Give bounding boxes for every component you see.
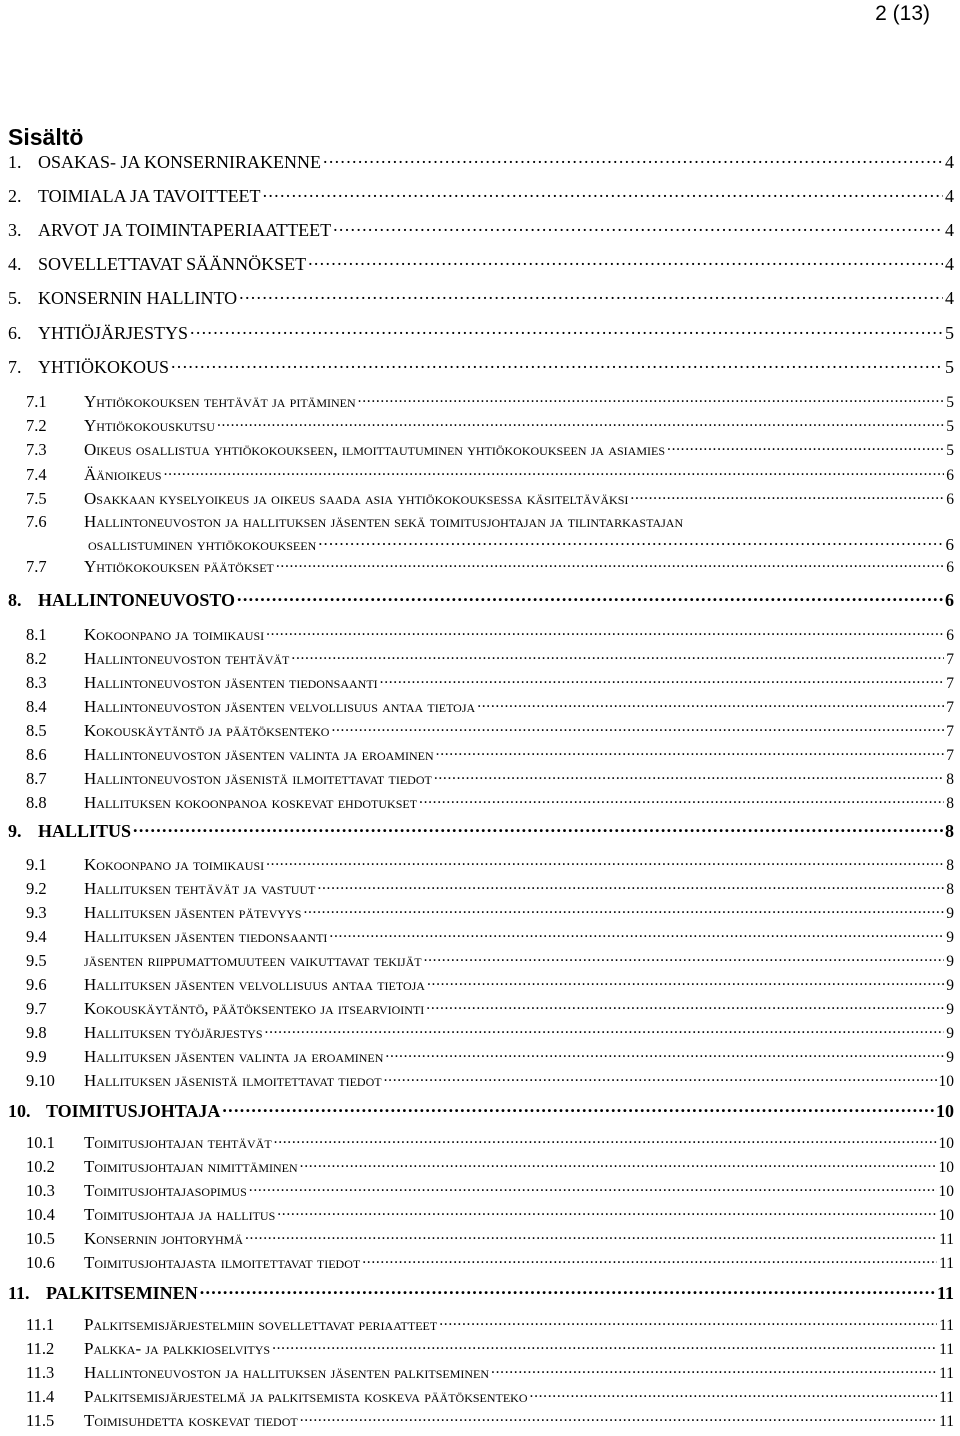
dot-leader (308, 252, 943, 270)
toc-subsection[interactable] (26, 1070, 954, 1091)
toc-entry-number: 7.2 (26, 415, 47, 435)
dot-leader (272, 1338, 937, 1354)
toc-entry-title: Hallituksen kokoonpanoa koskevat ehdotukset (84, 792, 418, 812)
toc-entry-title: YHTIÖJÄRJESTYS (38, 323, 189, 343)
toc-entry-title: Hallituksen jäsenten valinta ja eroaminen (84, 1046, 384, 1066)
toc-section[interactable] (8, 588, 954, 611)
dot-leader (164, 464, 945, 480)
toc-entry-page: 9 (946, 952, 954, 970)
toc-entry-number: 8. (8, 590, 22, 610)
toc-entry-number: 10.3 (26, 1180, 55, 1200)
toc-entry-number: 10.6 (26, 1252, 55, 1272)
toc-section[interactable] (8, 150, 954, 173)
toc-entry-title: Hallintoneuvoston jäsenten velvollisuus antaa tietoja (84, 696, 476, 716)
dot-leader (266, 624, 944, 640)
toc-section[interactable] (8, 819, 954, 842)
toc-subsection[interactable] (26, 556, 954, 577)
toc-entry-title: Hallintoneuvoston ja hallituksen jäsenten palkitseminen (84, 1362, 490, 1382)
toc-entry-page: 10 (938, 1182, 954, 1200)
toc-entry-number: 9.1 (26, 854, 47, 874)
toc-subsection[interactable] (26, 439, 954, 460)
toc-entry-title: Osakkaan kyselyoikeus ja oikeus saada asia yhtiökokouksessa käsiteltäväksi (84, 488, 629, 508)
toc-subsection[interactable] (26, 1410, 954, 1431)
dot-leader (276, 556, 944, 572)
toc-entry-page: 5 (946, 441, 954, 459)
toc-entry-number: 9.6 (26, 974, 47, 994)
dot-leader (530, 1386, 938, 1402)
toc-entry-page: 11 (939, 1388, 954, 1406)
toc-entry-number: 7.3 (26, 439, 47, 459)
toc-entry-number: 3. (8, 220, 22, 240)
toc-subsection[interactable] (26, 1252, 954, 1273)
toc-entry-page: 8 (946, 794, 954, 812)
toc-entry-page: 4 (945, 288, 954, 308)
toc-entry-title: HALLINTONEUVOSTO (38, 590, 236, 610)
toc-entry-title: Oikeus osallistua yhtiökokoukseen, ilmoittautuminen yhtiökokoukseen ja asiamies (84, 439, 666, 459)
dot-leader (384, 1070, 937, 1086)
toc-subsection[interactable] (26, 792, 954, 813)
toc-section[interactable] (8, 1281, 954, 1304)
toc-entry-page: 11 (939, 1254, 954, 1272)
dot-leader (222, 1099, 934, 1117)
toc-entry-number: 9. (8, 821, 22, 841)
toc-entry-number: 11.4 (26, 1386, 55, 1406)
toc-entry-number: 11. (8, 1283, 30, 1303)
toc-entry-page: 4 (945, 254, 954, 274)
toc-entry-title: Toimitusjohtajasta ilmoitettavat tiedot (84, 1252, 361, 1272)
toc-entry-number: 7.1 (26, 391, 47, 411)
toc-entry-title: jäsenten riippumattomuuteen vaikuttavat tekijät (84, 950, 422, 970)
toc-subsection[interactable] (26, 768, 954, 789)
toc-entry-title: osallistuminen yhtiökokoukseen (88, 535, 317, 554)
toc-entry-page: 11 (939, 1364, 954, 1382)
toc-entry-page: 6 (946, 558, 954, 576)
dot-leader (291, 648, 944, 664)
dot-leader (630, 488, 944, 504)
toc-entry-number: 8.8 (26, 792, 47, 812)
toc-entry-title: Palkitsemisjärjestelmiin sovellettavat periaatteet (84, 1314, 438, 1334)
dot-leader (385, 1046, 944, 1062)
toc-entry-title: Hallituksen jäsenten pätevyys (84, 902, 302, 922)
toc-entry-page: 10 (938, 1158, 954, 1176)
toc-entry-page: 11 (939, 1316, 954, 1334)
toc-subsection[interactable] (26, 926, 954, 947)
toc-entry-number: 7.5 (26, 488, 47, 508)
dot-leader (200, 1281, 935, 1299)
dot-leader (427, 974, 944, 990)
toc-subsection[interactable] (26, 854, 954, 875)
toc-entry-title: Hallintoneuvoston tehtävät (84, 648, 290, 668)
dot-leader (263, 184, 943, 202)
toc-subsection[interactable] (26, 672, 954, 693)
toc-entry-title: Yhtiökokouksen tehtävät ja pitäminen (84, 391, 356, 411)
dot-leader (303, 902, 944, 918)
toc-subsection[interactable] (26, 648, 954, 669)
toc-subsection[interactable] (26, 998, 954, 1019)
toc-subsection[interactable] (26, 512, 954, 532)
toc-entry-title: Kokoonpano ja toimikausi (84, 624, 265, 644)
toc-subsection[interactable] (26, 415, 954, 436)
toc-entry-number: 8.2 (26, 648, 47, 668)
toc-entry-number: 7.4 (26, 464, 47, 484)
toc-entry-number: 10.1 (26, 1132, 55, 1152)
toc-subsection[interactable] (26, 1132, 954, 1153)
toc-subsection[interactable] (26, 1022, 954, 1043)
dot-leader (300, 1410, 937, 1426)
toc-entry-title: Hallintoneuvoston jäsenistä ilmoitettavat tiedot (84, 768, 432, 788)
dot-leader (439, 1314, 937, 1330)
toc-entry-title: Äänioikeus (84, 464, 162, 484)
toc-entry-number: 8.3 (26, 672, 47, 692)
toc-entry-page: 10 (938, 1072, 954, 1090)
toc-subsection[interactable] (26, 1338, 954, 1359)
toc-entry-title: Hallintoneuvoston ja hallituksen jäsenten sekä toimitusjohtajan ja tilintarkastajan (84, 512, 684, 531)
toc-entry-page: 9 (946, 1000, 954, 1018)
toc-entry-title: Kokouskäytäntö, päätöksenteko ja itsearviointi (84, 998, 425, 1018)
toc-entry-title: Toimisuhdetta koskevat tiedot (84, 1410, 298, 1430)
dot-leader (317, 878, 944, 894)
toc-subsection[interactable] (26, 696, 954, 717)
toc-entry-title: Toimitusjohtajan tehtävät (84, 1132, 272, 1152)
toc-entry-page: 5 (946, 393, 954, 411)
toc-entry-page: 6 (946, 466, 954, 484)
dot-leader (436, 744, 945, 760)
toc-entry-number: 9.4 (26, 926, 47, 946)
toc-entry-page: 7 (946, 650, 954, 668)
toc-section[interactable] (8, 286, 954, 309)
dot-leader (265, 1022, 945, 1038)
toc-entry-number: 11.3 (26, 1362, 55, 1382)
toc-subsection[interactable] (26, 1180, 954, 1201)
toc-entry-number: 8.6 (26, 744, 47, 764)
toc-entry-title: ARVOT JA TOIMINTAPERIAATTEET (38, 220, 332, 240)
toc-entry-title: Hallituksen jäsenten velvollisuus antaa tietoja (84, 974, 425, 994)
dot-leader (434, 768, 944, 784)
toc-entry-number: 7.6 (26, 512, 47, 531)
toc-entry-title: Toimitusjohtajasopimus (84, 1180, 247, 1200)
dot-leader (426, 998, 944, 1014)
toc-subsection[interactable] (26, 1314, 954, 1335)
dot-leader (491, 1362, 937, 1378)
toc-entry-number: 11.1 (26, 1314, 55, 1334)
toc-entry-title: HALLITUS (38, 821, 132, 841)
toc-entry-title: KONSERNIN HALLINTO (38, 288, 238, 308)
toc-entry-page: 7 (946, 698, 954, 716)
toc-entry-number: 11.2 (26, 1338, 55, 1358)
toc-entry-page: 8 (946, 880, 954, 898)
dot-leader (217, 415, 944, 431)
toc-subsection[interactable] (26, 878, 954, 899)
dot-leader (323, 150, 943, 168)
dot-leader (190, 321, 943, 339)
page-number: 2 (13) (875, 2, 930, 25)
dot-leader (362, 1252, 937, 1268)
toc-entry-page: 7 (946, 722, 954, 740)
toc-entry-page: 6 (946, 490, 954, 508)
toc-subsection[interactable] (26, 1386, 954, 1407)
dot-leader (358, 391, 945, 407)
toc-entry-title: Kokoonpano ja toimikausi (84, 854, 265, 874)
dot-leader (333, 218, 943, 236)
toc-entry-page: 5 (946, 417, 954, 435)
toc-entry-page: 8 (946, 856, 954, 874)
toc-entry-number: 10.5 (26, 1228, 55, 1248)
dot-leader (419, 792, 944, 808)
toc-subsection[interactable] (26, 902, 954, 923)
toc-entry-page: 6 (946, 626, 954, 644)
toc-entry-page: 9 (946, 976, 954, 994)
toc-entry-number: 4. (8, 254, 22, 274)
toc-entry-page: 11 (936, 1283, 954, 1303)
toc-entry-title: PALKITSEMINEN (46, 1283, 198, 1303)
toc-entry-page: 9 (946, 1048, 954, 1066)
toc-entry-page: 5 (945, 357, 954, 377)
toc-section[interactable] (8, 184, 954, 207)
toc-entry-title: OSAKAS- JA KONSERNIRAKENNE (38, 152, 322, 172)
dot-leader (477, 696, 944, 712)
toc-entry-number: 8.4 (26, 696, 47, 716)
toc-subsection[interactable] (26, 391, 954, 412)
toc-entry-number: 10.2 (26, 1156, 55, 1176)
toc-entry-page: 9 (946, 1024, 954, 1042)
toc-entry-number: 10.4 (26, 1204, 55, 1224)
toc-entry-page: 5 (945, 323, 954, 343)
dot-leader (266, 854, 944, 870)
toc-entry-page: 8 (946, 770, 954, 788)
dot-leader (667, 439, 944, 455)
dot-leader (380, 672, 945, 688)
dot-leader (274, 1132, 937, 1148)
toc-entry-title: TOIMIALA JA TAVOITTEET (38, 186, 261, 206)
toc-entry-number: 6. (8, 323, 22, 343)
toc-entry-title: Hallituksen tehtävät ja vastuut (84, 878, 316, 898)
toc-entry-number: 9.2 (26, 878, 47, 898)
toc-entry-page: 6 (945, 590, 954, 610)
toc-entry-number: 5. (8, 288, 22, 308)
toc-entry-title: Yhtiökokouksen päätökset (84, 556, 274, 576)
dot-leader (277, 1204, 936, 1220)
toc-subsection[interactable] (26, 488, 954, 509)
toc-section[interactable] (8, 218, 954, 241)
toc-subsection[interactable] (26, 950, 954, 971)
toc-entry-page: 7 (946, 746, 954, 764)
toc-section[interactable] (8, 355, 954, 378)
toc-entry-title: Hallintoneuvoston jäsenten tiedonsaanti (84, 672, 378, 692)
dot-leader (239, 286, 943, 304)
toc-entry-title: Palkka- ja palkkioselvitys (84, 1338, 271, 1358)
toc-section[interactable] (8, 321, 954, 344)
toc-entry-title: YHTIÖKOKOUS (38, 357, 169, 377)
toc-entry-title: Toimitusjohtajan nimittäminen (84, 1156, 298, 1176)
toc-entry-page: 10 (938, 1206, 954, 1224)
toc-entry-title: Toimitusjohtaja ja hallitus (84, 1204, 276, 1224)
dot-leader (329, 926, 944, 942)
toc-entry-title: Palkitsemisjärjestelmä ja palkitsemista koskeva päätöksenteko (84, 1386, 528, 1406)
toc-entry-page: 9 (946, 928, 954, 946)
toc-subsection[interactable] (26, 624, 954, 645)
toc-entry-number: 10. (8, 1101, 31, 1121)
toc-entry-number: 8.1 (26, 624, 47, 644)
toc-subsection[interactable] (26, 1228, 954, 1249)
toc-entry-number: 9.3 (26, 902, 47, 922)
toc-entry[interactable] (88, 533, 954, 555)
toc-entry-number: 1. (8, 152, 22, 172)
toc-entry-number: 9.9 (26, 1046, 47, 1066)
toc-entry-number: 8.5 (26, 720, 47, 740)
toc-entry-page: 9 (946, 904, 954, 922)
dot-leader (249, 1180, 937, 1196)
toc-entry-page: 8 (945, 821, 954, 841)
toc-entry-page: 4 (945, 220, 954, 240)
dot-leader (331, 720, 944, 736)
dot-leader (171, 355, 943, 373)
toc-entry-title: Hallituksen jäsenten tiedonsaanti (84, 926, 328, 946)
toc-entry-page: 4 (945, 186, 954, 206)
toc-entry-number: 9.10 (26, 1070, 55, 1090)
toc-section[interactable] (8, 252, 954, 275)
toc-subsection[interactable] (26, 720, 954, 741)
toc-subsection[interactable] (26, 744, 954, 765)
toc-subsection[interactable] (26, 974, 954, 995)
toc-subsection[interactable] (26, 1362, 954, 1383)
toc-entry-number: 11.5 (26, 1410, 55, 1430)
toc-entry-title: Konsernin johtoryhmä (84, 1228, 243, 1248)
toc-entry-number: 8.7 (26, 768, 47, 788)
toc-entry-page: 11 (939, 1412, 954, 1430)
toc-entry-title: Yhtiökokouskutsu (84, 415, 215, 435)
toc-entry-number: 9.8 (26, 1022, 47, 1042)
toc-entry-number: 9.7 (26, 998, 47, 1018)
dot-leader (237, 588, 943, 606)
toc-entry-page: 10 (938, 1134, 954, 1152)
toc-entry-page: 11 (939, 1340, 954, 1358)
toc-entry-page: 10 (936, 1101, 954, 1121)
toc-entry-page: 4 (945, 152, 954, 172)
toc-entry-number: 2. (8, 186, 22, 206)
toc-entry-title: TOIMITUSJOHTAJA (46, 1101, 221, 1121)
toc-subsection[interactable] (26, 464, 954, 485)
toc-entry-title: Kokouskäytäntö ja päätöksenteko (84, 720, 330, 740)
toc-subsection[interactable] (26, 1204, 954, 1225)
toc-entry-page: 6 (945, 535, 954, 554)
toc-entry-title: Hallituksen jäsenistä ilmoitettavat tiedot (84, 1070, 382, 1090)
toc-subsection[interactable] (26, 1156, 954, 1177)
toc-entry-page: 7 (946, 674, 954, 692)
toc-section[interactable] (8, 1099, 954, 1122)
dot-leader (133, 819, 943, 837)
dot-leader (424, 950, 945, 966)
dot-leader (318, 533, 943, 550)
toc-entry-title: Hallituksen työjärjestys (84, 1022, 263, 1042)
toc-entry-page: 11 (939, 1230, 954, 1248)
toc-entry-title: SOVELLETTAVAT SÄÄNNÖKSET (38, 254, 307, 274)
toc-title: Sisältö (8, 124, 84, 150)
toc-entry-number: 7.7 (26, 556, 47, 576)
toc-entry-number: 7. (8, 357, 22, 377)
toc-subsection[interactable] (26, 1046, 954, 1067)
dot-leader (300, 1156, 937, 1172)
dot-leader (245, 1228, 937, 1244)
toc-entry-title: Hallintoneuvoston jäsenten valinta ja eroaminen (84, 744, 434, 764)
toc-entry-number: 9.5 (26, 950, 47, 970)
